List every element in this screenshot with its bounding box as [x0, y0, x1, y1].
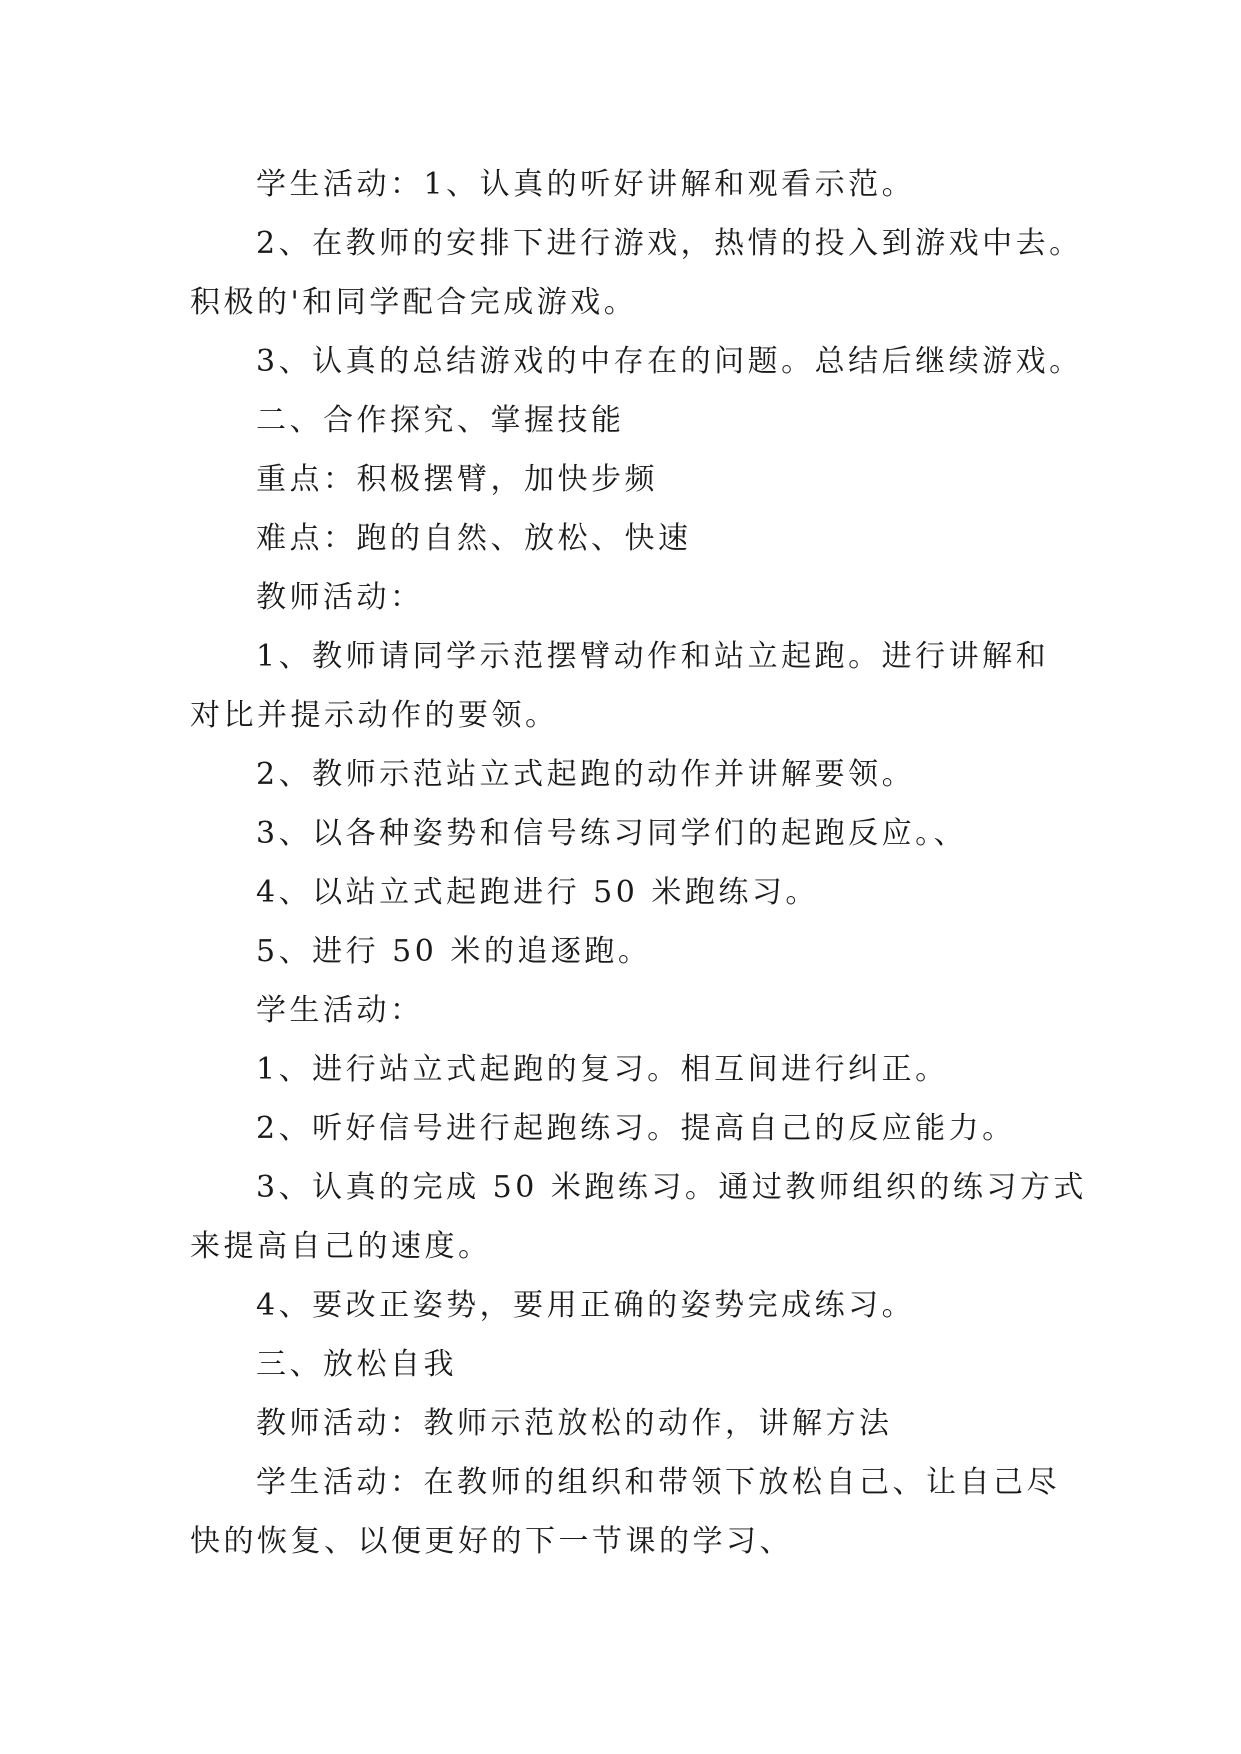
paragraph-line: 教师活动：: [256, 580, 424, 615]
paragraph-line: 教师活动：教师示范放松的动作，讲解方法: [256, 1406, 893, 1441]
paragraph-line: 来提高自己的速度。: [190, 1229, 492, 1264]
paragraph-line: 3、认真的总结游戏的中存在的问题。总结后继续游戏。: [256, 344, 1083, 379]
paragraph-line: 4、以站立式起跑进行 50 米跑练习。: [256, 875, 819, 910]
paragraph-line: 学生活动：: [256, 993, 424, 1028]
paragraph-line: 2、教师示范站立式起跑的动作并讲解要领。: [256, 757, 916, 792]
paragraph-line: 5、进行 50 米的追逐跑。: [256, 934, 652, 969]
paragraph-line: 重点：积极摆臂，加快步频: [256, 462, 658, 497]
paragraph-line: 2、在教师的安排下进行游戏，热情的投入到游戏中去。: [256, 226, 1083, 261]
paragraph-line: 积极的'和同学配合完成游戏。: [190, 285, 638, 320]
document-body: [190, 155, 1087, 1571]
section-heading: 三、放松自我: [256, 1347, 457, 1382]
section-heading: 二、合作探究、掌握技能: [256, 403, 625, 438]
paragraph-line: 难点：跑的自然、放松、快速: [256, 521, 692, 556]
paragraph-line: 学生活动：1、认真的听好讲解和观看示范。: [256, 167, 916, 202]
paragraph-line: 学生活动：在教师的组织和带领下放松自己、让自己尽: [256, 1465, 1060, 1500]
paragraph-line: 3、认真的完成 50 米跑练习。通过教师组织的练习方式: [256, 1170, 1087, 1205]
paragraph-line: 4、要改正姿势，要用正确的姿势完成练习。: [256, 1288, 916, 1323]
paragraph-line: 快的恢复、以便更好的下一节课的学习、: [190, 1524, 793, 1559]
paragraph-line: 3、以各种姿势和信号练习同学们的起跑反应。、: [256, 816, 968, 851]
paragraph-line: 对比并提示动作的要领。: [190, 698, 559, 733]
paragraph-line: 2、听好信号进行起跑练习。提高自己的反应能力。: [256, 1111, 1016, 1146]
paragraph-line: 1、进行站立式起跑的复习。相互间进行纠正。: [256, 1052, 949, 1087]
paragraph-line: 1、教师请同学示范摆臂动作和站立起跑。进行讲解和: [256, 639, 1050, 674]
